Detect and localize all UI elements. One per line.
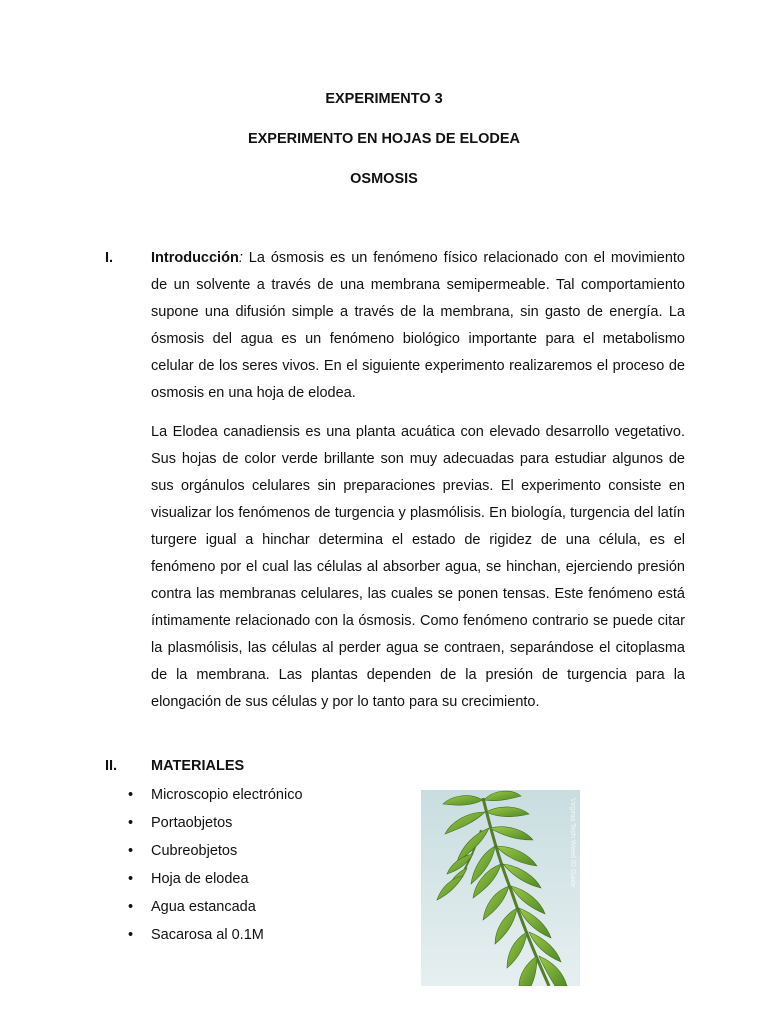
intro-paragraph-1-text: La ósmosis es un fenómeno físico relacionado con el movimiento de un solvente a través de una membrana semipermeable. Tal comportamiento supone una difusión simple a través de la membrana, sin gasto de energía. La ósmosis del agua es un fenómeno biológico importante para el metabolismo celular de los seres vivos. En el siguiente experimento realizaremos el proceso de osmosis en una hoja de elodea. bbox=[151, 250, 685, 401]
materials-item-coverslips: • Cubreobjetos bbox=[128, 839, 303, 867]
section-numeral-materials: II. bbox=[105, 758, 118, 774]
intro-paragraph-1 bbox=[151, 245, 685, 407]
materials-item-microscope: • Microscopio electrónico bbox=[128, 783, 303, 811]
materials-item-water: • Agua estancada bbox=[128, 895, 303, 923]
materials-heading: MATERIALES bbox=[151, 758, 245, 774]
materials-item-elodea-leaf: • Hoja de elodea bbox=[128, 867, 303, 895]
intro-heading-colon: : bbox=[238, 250, 243, 266]
section-numeral-intro: I. bbox=[105, 250, 114, 266]
doc-title: EXPERIMENTO 3 bbox=[325, 91, 443, 107]
intro-heading: Introducción bbox=[151, 250, 239, 266]
doc-topic: OSMOSIS bbox=[350, 171, 418, 187]
photo-credit-watermark: Virginia Tech Weed ID Guide bbox=[569, 798, 576, 888]
doc-subtitle: EXPERIMENTO EN HOJAS DE ELODEA bbox=[247, 131, 521, 147]
materials-item-sucrose: • Sacarosa al 0.1M bbox=[128, 923, 303, 951]
intro-paragraph-2: La Elodea canadiensis es una planta acuática con elevado desarrollo vegetativo. Sus hojas de color verde brillante son muy adecuadas para estudiar algunos de sus orgánulos celulares sin preparaciones previas. El experimento consiste en visualizar los fenómenos de turgencia y plasmólisis. En biología, turgencia del latín turgere igual a hinchar determina el estado de rigidez de una célula, es el fenómeno por el cual las células al absorber agua, se hinchan, ejerciendo presión contra las membranas celulares, las cuales se ponen tensas. Este fenómeno está íntimamente relacionado con la ósmosis. Como fenómeno contrario se puede citar la plasmólisis, las células al perder agua se contraen, separándose el citoplasma de la membrana. Las plantas dependen de la presión de turgencia para la elongación de sus células y por lo tanto para su crecimiento. bbox=[151, 424, 685, 710]
elodea-plant-photo bbox=[421, 790, 580, 986]
materials-item-slides: • Portaobjetos bbox=[128, 811, 303, 839]
materials-list bbox=[128, 783, 303, 951]
